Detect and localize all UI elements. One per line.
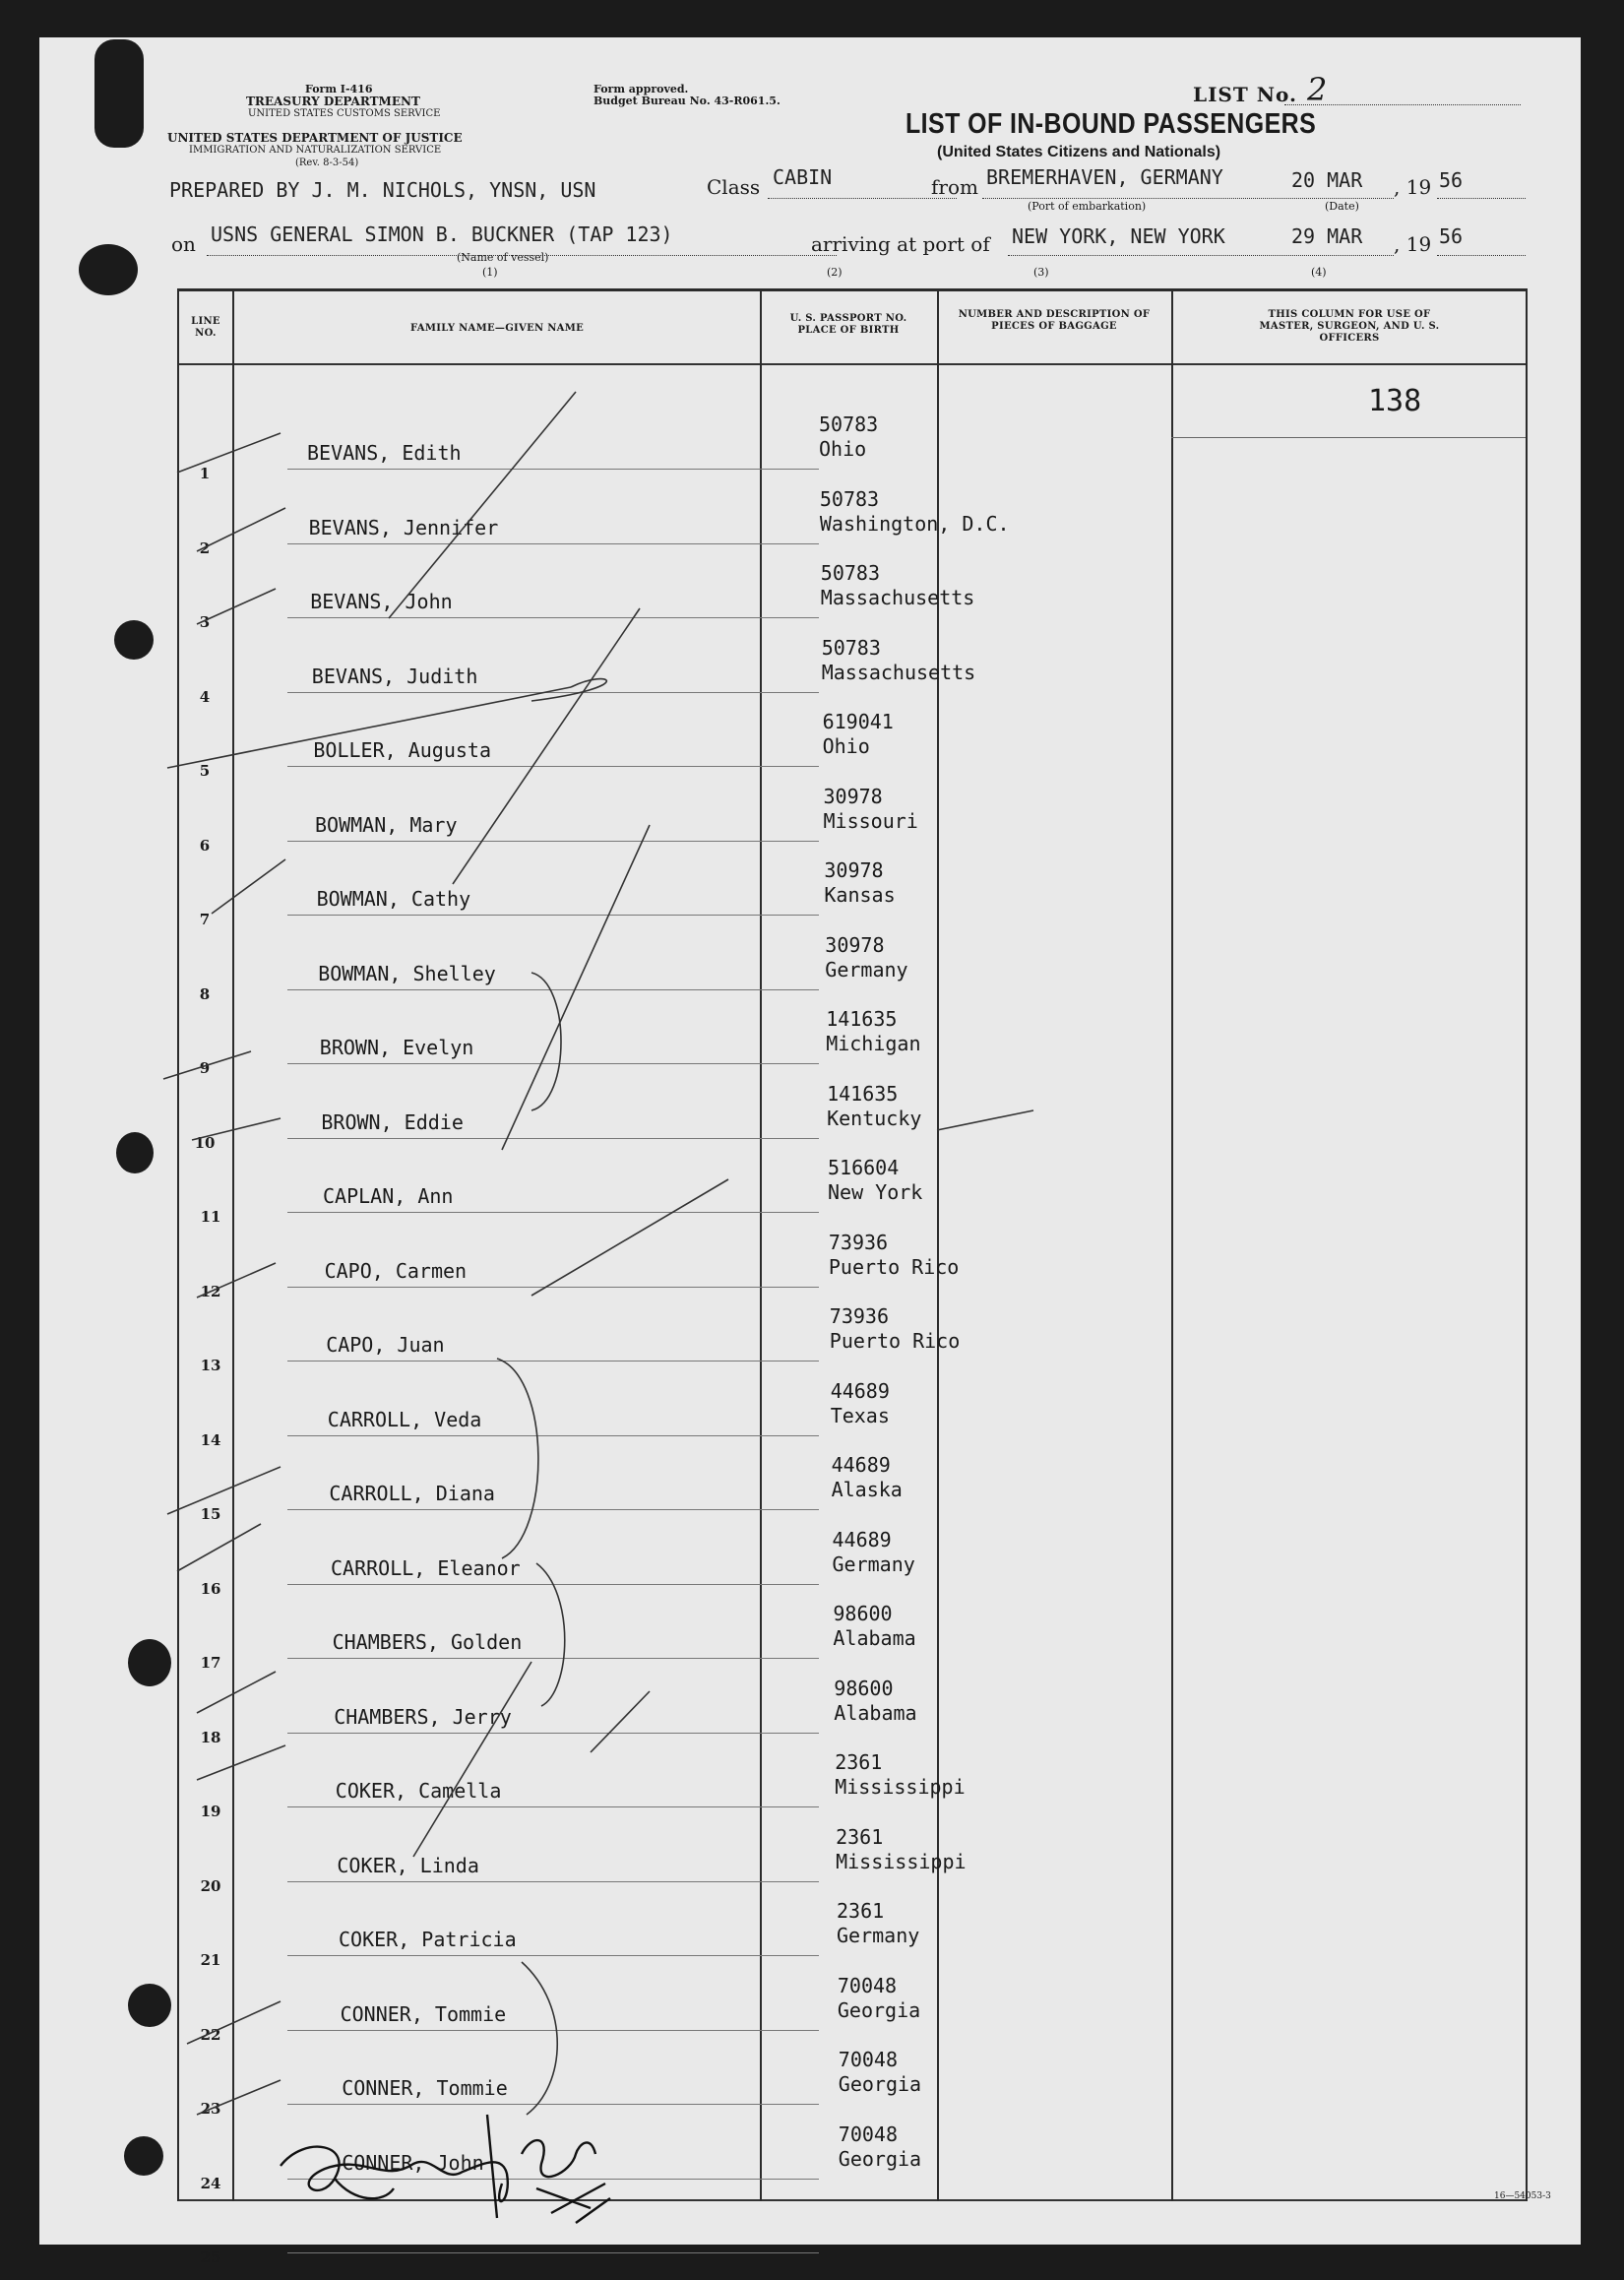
vessel-name: USNS GENERAL SIMON B. BUCKNER (TAP 123) (211, 222, 673, 246)
page-title: LIST OF IN-BOUND PASSENGERS (906, 108, 1317, 140)
birthplace: Georgia (837, 1997, 921, 2022)
birthplace: Mississippi (835, 1775, 966, 1799)
line-number: 1 (199, 465, 211, 482)
from-year-prefix: , 19 (1394, 175, 1432, 199)
col-header-passport: U. S. PASSPORT NO. PLACE OF BIRTH (789, 313, 907, 336)
port-embark-caption: (Port of embarkation) (1028, 200, 1147, 213)
line-number: 24 (200, 2174, 221, 2192)
passport-number: 50783 (819, 486, 880, 511)
long-check (502, 825, 650, 1150)
birthplace: Michigan (826, 1032, 921, 1055)
line-number: 12 (200, 1282, 221, 1300)
passenger-name: COKER, Patricia (339, 1928, 517, 1951)
passport-number: 50783 (821, 635, 881, 660)
long-check (389, 392, 576, 618)
line-number: 3 (199, 613, 211, 631)
birthplace: Germany (825, 957, 908, 982)
passport-number: 70048 (838, 2122, 899, 2146)
line-number: 13 (200, 1357, 221, 1374)
passenger-name: CONNER, John (342, 2150, 484, 2175)
line-number: 17 (200, 1654, 221, 1672)
birthplace: Alabama (833, 1626, 916, 1650)
birthplace: Puerto Rico (829, 1329, 961, 1353)
arrival-date: 29 MAR (1291, 224, 1363, 248)
vessel-caption: (Name of vessel) (457, 251, 549, 264)
annotation-marks (39, 37, 1581, 2245)
revision-date: (Rev. 8-3-54) (295, 158, 359, 168)
col-4-number: (4) (1311, 266, 1327, 279)
form-approved: Form approved. (593, 83, 689, 95)
date-caption: (Date) (1325, 200, 1359, 213)
line-number: 25 (200, 2248, 221, 2266)
line-number: 15 (200, 1505, 221, 1523)
passenger-name: CAPO, Carmen (324, 1258, 468, 1283)
line-number: 5 (199, 762, 211, 780)
passenger-name: CARROLL, Diana (329, 1482, 495, 1505)
birthplace: Puerto Rico (828, 1254, 960, 1279)
signature (281, 2115, 610, 2223)
check-mark (197, 589, 276, 624)
manifest-page (39, 37, 1581, 2266)
long-check (531, 679, 606, 701)
list-number: 2 (1307, 71, 1328, 108)
justice-dept: UNITED STATES DEPARTMENT OF JUSTICE (167, 131, 463, 145)
passenger-name: COKER, Camella (335, 1779, 502, 1803)
passenger-name: BEVANS, John (310, 590, 453, 613)
page-subtitle: (United States Citizens and Nationals) (937, 144, 1221, 160)
line-number: 20 (200, 1876, 221, 1895)
passport-number: 44689 (830, 1378, 890, 1403)
check-mark (197, 508, 285, 551)
birthplace: Georgia (838, 2146, 922, 2171)
from-year: 56 (1439, 168, 1464, 192)
passport-number: 141635 (827, 1081, 899, 1106)
col-2-number: (2) (827, 266, 843, 279)
long-check (937, 1110, 1033, 1130)
birthplace: Kansas (824, 883, 896, 907)
passenger-name: BROWN, Eddie (321, 1109, 464, 1134)
check-mark (212, 859, 285, 914)
customs-service: UNITED STATES CUSTOMS SERVICE (248, 108, 441, 119)
col-1-number: (1) (482, 266, 498, 279)
passport-number: 44689 (831, 1453, 891, 1477)
class-label: Class (707, 175, 761, 199)
passenger-name: BOWMAN, Cathy (316, 887, 471, 911)
budget-bureau: Budget Bureau No. 43-R061.5. (593, 95, 781, 107)
passenger-name: CAPLAN, Ann (323, 1184, 454, 1208)
punch-hole (114, 620, 154, 660)
passport-number: 516604 (828, 1156, 900, 1179)
line-number: 7 (199, 911, 211, 928)
passenger-name: CARROLL, Eleanor (331, 1555, 521, 1580)
birthplace: Alaska (831, 1478, 903, 1501)
punch-hole (124, 2136, 163, 2176)
passport-number: 98600 (833, 1602, 893, 1625)
passenger-name: CHAMBERS, Jerry (334, 1704, 512, 1729)
birthplace: Ohio (819, 437, 867, 461)
birthplace: Germany (832, 1552, 915, 1576)
birthplace: Massachusetts (820, 586, 975, 609)
birthplace: New York (828, 1180, 923, 1204)
line-number: 2 (199, 538, 211, 557)
birthplace: Mississippi (836, 1849, 967, 1873)
col-header-officers: THIS COLUMN FOR USE OF MASTER, SURGEON, AND U. S. OFFICERS (1259, 309, 1440, 344)
passenger-name: BEVANS, Judith (311, 664, 478, 688)
birthplace: Germany (837, 1924, 920, 1947)
passport-number: 73936 (829, 1304, 890, 1328)
arrival-year-prefix: , 19 (1394, 232, 1432, 256)
check-mark (197, 1672, 276, 1713)
punch-hole (128, 1984, 171, 2027)
check-mark (192, 1118, 281, 1140)
passenger-name: CONNER, Tommie (340, 2001, 507, 2026)
check-mark (187, 2001, 281, 2044)
birthplace: Kentucky (827, 1106, 922, 1130)
arriving-label: arriving at port of (811, 232, 990, 256)
passenger-name: CONNER, Tommie (342, 2076, 508, 2100)
embarkation-date: 20 MAR (1291, 168, 1363, 192)
passenger-name: BOWMAN, Mary (315, 812, 458, 837)
passport-number: 30978 (824, 858, 884, 882)
treasury-dept: TREASURY DEPARTMENT (246, 95, 420, 108)
on-label: on (171, 232, 196, 256)
birthplace: Missouri (823, 808, 918, 833)
passenger-name: BOWMAN, Shelley (318, 961, 496, 985)
print-code: 16—54053-3 (1494, 2191, 1551, 2201)
passenger-name: BOLLER, Augusta (313, 738, 492, 762)
passport-number: 50783 (820, 561, 881, 585)
torn-corner (94, 39, 144, 148)
passport-number: 70048 (838, 2048, 899, 2071)
bracket-mark (497, 1359, 538, 1558)
check-mark (167, 687, 571, 768)
passport-number: 73936 (828, 1230, 889, 1254)
list-label: LIST No. (1193, 83, 1297, 106)
line-number: 18 (200, 1728, 221, 1746)
check-mark (163, 1051, 251, 1079)
passport-number: 50783 (819, 412, 879, 436)
birthplace: Georgia (838, 2072, 922, 2096)
bracket-mark (536, 1563, 565, 1706)
passport-number: 30978 (823, 784, 883, 808)
check-mark (167, 1467, 281, 1514)
from-label: from (931, 175, 978, 199)
passport-number: 98600 (834, 1676, 894, 1700)
passenger-name: BEVANS, Edith (307, 441, 462, 465)
arrival-year: 56 (1439, 224, 1464, 248)
punch-hole (116, 1132, 154, 1173)
birthplace: Alabama (834, 1700, 917, 1725)
prepared-by: PREPARED BY J. M. NICHOLS, YNSN, USN (169, 178, 596, 202)
passport-number: 44689 (832, 1527, 892, 1552)
passenger-name: CAPO, Juan (326, 1333, 445, 1357)
line-number: 6 (199, 836, 211, 855)
check-mark (197, 1745, 285, 1780)
passport-number: 619041 (822, 710, 894, 733)
col-3-number: (3) (1033, 266, 1049, 279)
line-number: 8 (199, 984, 211, 1003)
passport-number: 70048 (837, 1973, 898, 1997)
officer-note: 138 (1368, 384, 1422, 418)
long-check (531, 1179, 728, 1296)
birthplace: Texas (830, 1403, 890, 1427)
long-check (453, 608, 640, 884)
line-number: 11 (200, 1208, 221, 1226)
col-header-name: FAMILY NAME—GIVEN NAME (409, 323, 585, 334)
line-number: 21 (200, 1951, 221, 1969)
class-value: CABIN (773, 165, 833, 189)
passport-number: 30978 (825, 932, 885, 957)
check-mark (177, 433, 281, 473)
line-number: 19 (200, 1803, 221, 1820)
bracket-mark (531, 973, 561, 1110)
line-number: 16 (200, 1579, 221, 1598)
check-mark (197, 1263, 276, 1298)
form-number: Form I-416 (305, 83, 373, 95)
row-rule (287, 2252, 819, 2253)
passenger-name: BROWN, Evelyn (319, 1036, 474, 1059)
bracket-mark (522, 1962, 557, 2115)
birthplace: Massachusetts (821, 660, 976, 684)
long-check (413, 1662, 531, 1857)
line-number: 9 (199, 1059, 211, 1077)
col-header-line-no: LINE NO. (191, 316, 220, 339)
line-number: 22 (200, 2025, 221, 2044)
embarkation-port: BREMERHAVEN, GERMANY (986, 165, 1223, 189)
line-number: 10 (194, 1133, 216, 1152)
line-number: 14 (200, 1430, 221, 1449)
ins-service: IMMIGRATION AND NATURALIZATION SERVICE (189, 145, 442, 156)
passenger-name: CARROLL, Veda (327, 1407, 482, 1431)
arrival-port: NEW YORK, NEW YORK (1012, 224, 1225, 248)
passport-number: 141635 (826, 1007, 898, 1031)
passport-number: 2361 (837, 1899, 885, 1923)
birthplace: Washington, D.C. (819, 511, 1010, 536)
passenger-name: COKER, Linda (337, 1853, 479, 1877)
passenger-name: BEVANS, Jennifer (308, 515, 499, 539)
passport-number: 2361 (836, 1824, 884, 1849)
col-header-baggage: NUMBER AND DESCRIPTION OF PIECES OF BAGGAGE (958, 309, 1151, 332)
birthplace: Ohio (822, 734, 870, 758)
long-check (591, 1691, 650, 1752)
passenger-name: CHAMBERS, Golden (332, 1630, 523, 1654)
punch-hole (128, 1639, 171, 1686)
passport-number: 2361 (835, 1750, 883, 1774)
line-number: 4 (199, 687, 211, 706)
punch-hole (79, 244, 138, 295)
line-number: 23 (200, 2100, 221, 2118)
check-mark (177, 1524, 261, 1571)
check-mark (197, 2080, 281, 2115)
